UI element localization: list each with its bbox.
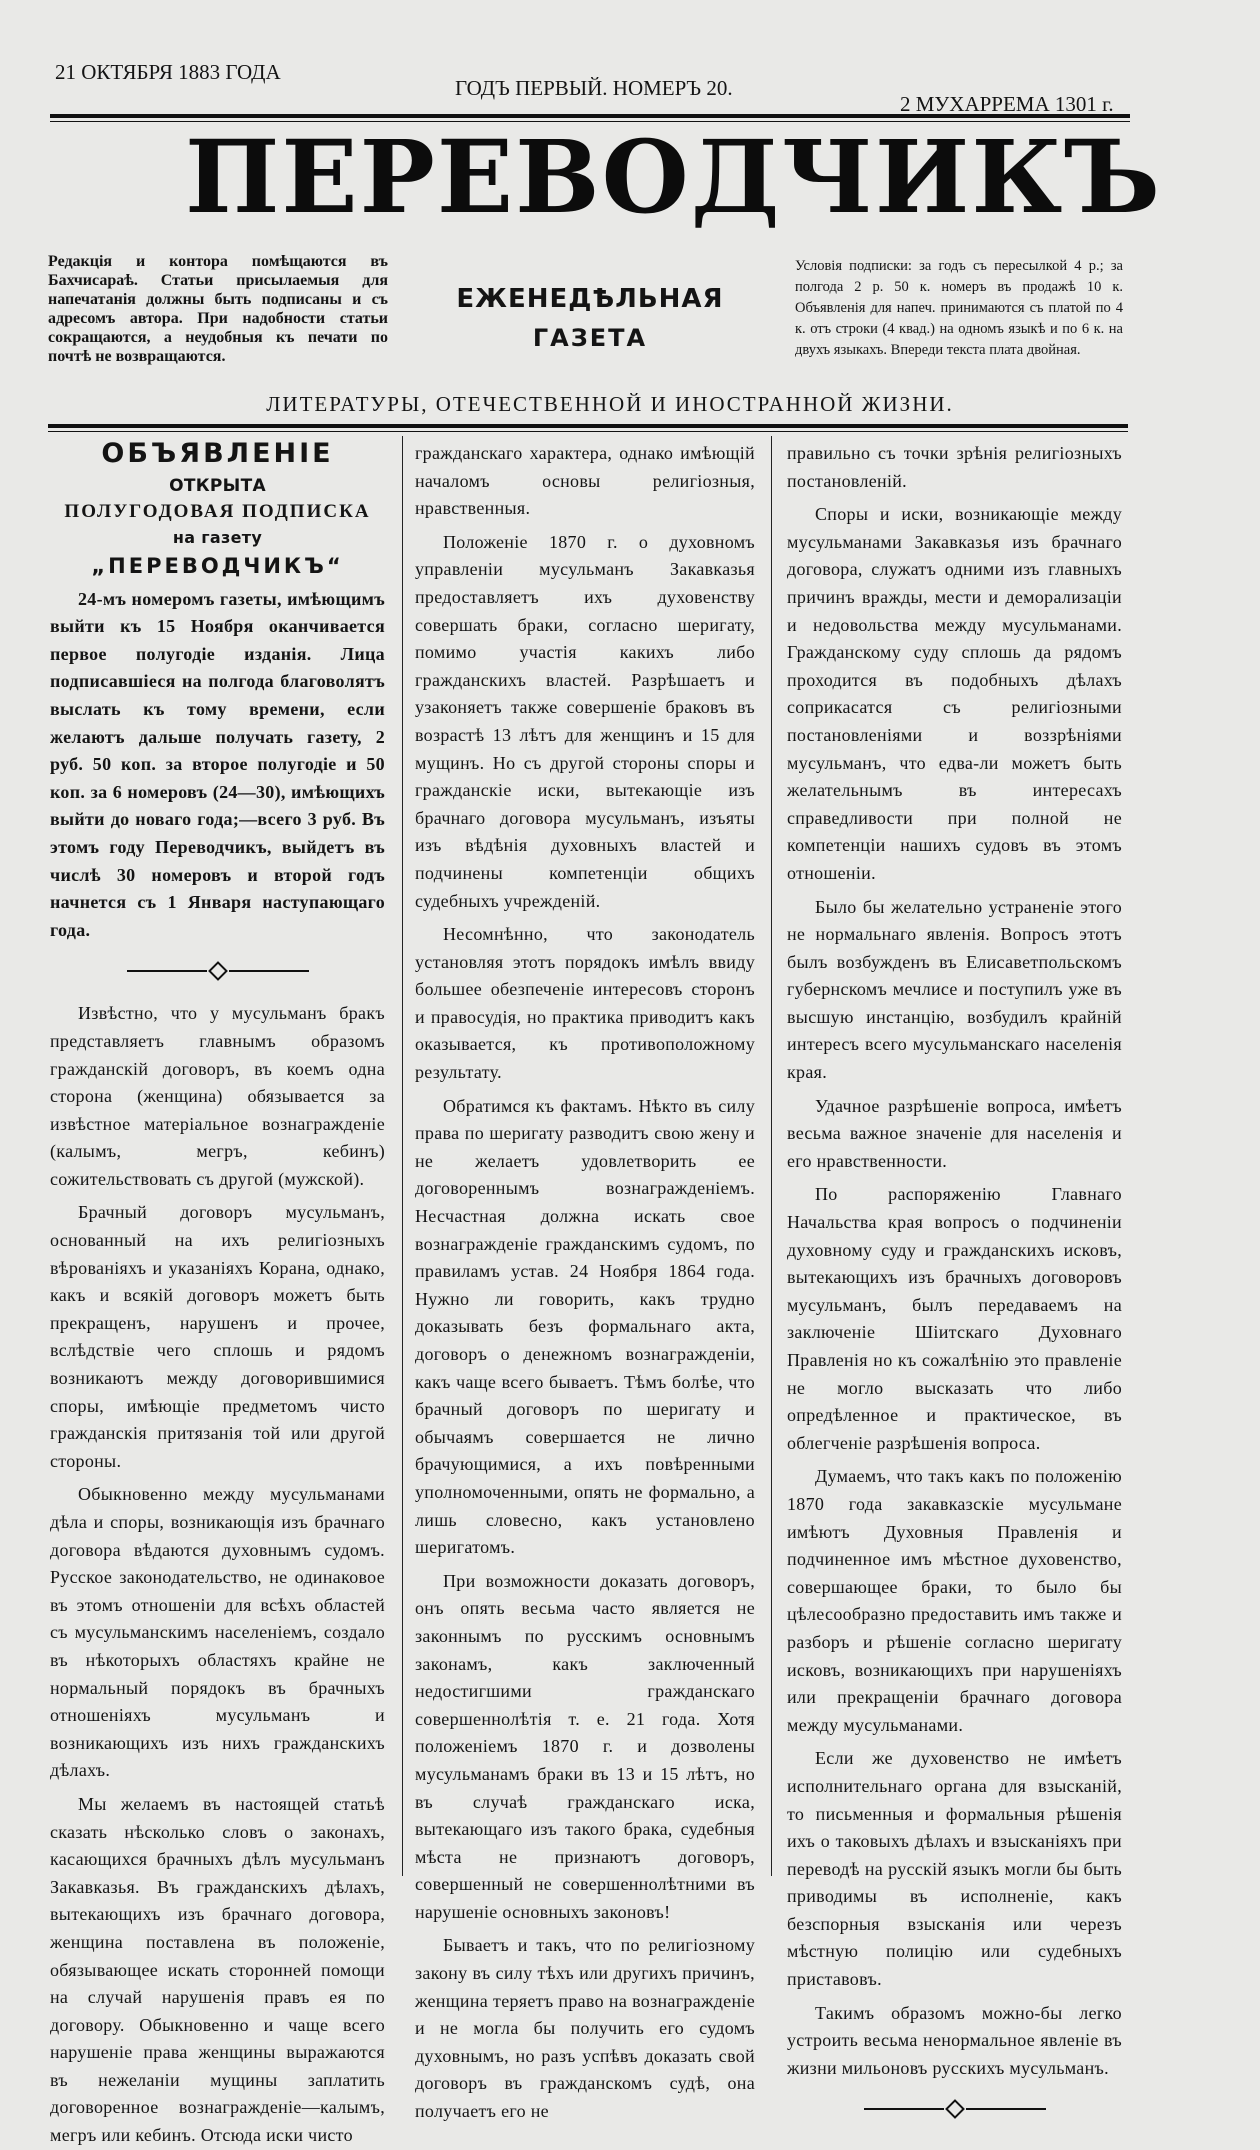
article-paragraph: гражданскаго характера, однако имѣющій началомъ основы религіозныя, нравственныя. [415, 443, 755, 519]
article-paragraph: Такимъ образомъ можно-бы легко устроить весьма ненормальное явленіе въ жизни мильоновъ русскихъ мусульманъ. [787, 2002, 1122, 2078]
header-rule-bottom [48, 424, 1128, 432]
column-3 [787, 440, 1122, 2138]
hijri-date: 2 МУХАРРЕМА 1301 г. [900, 92, 1114, 116]
article-paragraph: Извѣстно, что у мусульманъ бракъ представляетъ главнымъ образомъ гражданскій договоръ, въ коемъ одна сторона (женщина) обязывается за извѣстное матеріальное вознагражденіе (калымъ, мегръ, кебинъ) сожительствовать съ другой (мужской). [50, 1003, 385, 1189]
article-paragraph: Несомнѣнно, что законодатель установляя этотъ порядокъ имѣлъ ввиду большее обезпеченіе интересовъ сторонъ и правосудія, но практика приводитъ какъ оказывается, къ противоположному результату. [415, 924, 755, 1083]
article-paragraph: При возможности доказать договоръ, онъ опять весьма часто является не законнымъ по русскимъ основнымъ законамъ, какъ заключенный недостигшими гражданскаго совершеннолѣтія т. е. 21 года. Хотя положеніемъ 1870 г. и дозволены мусульманамъ браки въ 13 и 15 лѣтъ, но въ случаѣ гражданскаго иска, вытекающаго изъ такого брака, судебныя мѣста не признаютъ договоръ, совершенный не совершеннолѣтними въ нарушеніе основныхъ законовъ! [415, 1570, 755, 1922]
column-divider [771, 436, 772, 1876]
ornament-divider [787, 2102, 1122, 2116]
announcement-line: на газету [172, 527, 263, 547]
article-paragraph: Было бы желательно устраненіе этого не нормальнаго явленія. Вопросъ этотъ былъ возбужденъ въ Елисаветпольскомъ губернскомъ мечлисе и поступилъ уже въ высшую инстанцію, возбудилъ крайній интересъ всего мусульманскаго населенія края. [787, 896, 1122, 1083]
announcement-body: 24-мъ номеромъ газеты, имѣющимъ выйти къ 15 Ноября оканчивается первое полугодіе изданія. Лица подписавшіеся на полгода благоволятъ выслать къ тому времени, если желаютъ дальше получать газету, 2 руб. 50 коп. за второе полугодіе и 50 коп. за 6 номеровъ (24—30), имѣющихъ выйти до новаго года;—всего 3 руб. Въ этомъ году Переводчикъ, выйдетъ въ числѣ 30 номеровъ и второй годъ начнется съ 1 Января наступающаго года. [50, 588, 385, 940]
column-divider [402, 436, 403, 1876]
announcement-line: „ПЕРЕВОДЧИКЪ“ [91, 553, 344, 578]
article-paragraph: Удачное разрѣшеніе вопроса, имѣетъ весьма важное значеніе для населенія и его нравственности. [787, 1095, 1122, 1171]
article-paragraph: Если же духовенство не имѣетъ исполнительнаго органа для взысканій, то письменныя и формальныя рѣшенія ихъ о таковыхъ дѣлахъ и взысканіяхъ при переводѣ на русскій языкъ могли бы быть приводимы въ исполненіе, какъ безспорныя взысканія или черезъ мѣстную полицію или судебныхъ приставовъ. [787, 1748, 1122, 1990]
article-paragraph: По распоряженію Главнаго Начальства края вопросъ о подчиненіи духовному суду и гражданскихъ исковъ, вытекающихъ изъ брачныхъ договоровъ мусульманъ, былъ передаваемъ на заключеніе Шіитскаго Духовнаго Правленія но къ сожалѣнію это правленіе не могло высказать что либо опредѣленное и практическое, въ облегченіе разрѣшенія вопроса. [787, 1184, 1122, 1453]
article-paragraph: Положеніе 1870 г. о духовномъ управленіи мусульманъ Закавказья предоставляетъ ихъ духовенству совершать браки, согласно шеригату, помимо участія какихъ либо гражданскихъ властей. Разрѣшаетъ и узаконяетъ также совершеніе браковъ въ возрастѣ 13 лѣтъ для женщинъ и 15 для мущинъ. Но съ другой стороны споры и гражданскіе иски, вытекающіе изъ брачнаго договора мусульманъ, изъяты изъ вѣдѣнія духовныхъ властей и подчинены компетенціи общихъ судебныхъ учрежденій. [415, 531, 755, 911]
column-1 [50, 440, 385, 2150]
article-paragraph: Споры и иски, возникающіе между мусульманами Закавказья изъ брачнаго договора, служатъ одними изъ главныхъ причинъ вражды, мести и деморализаціи и недовольства между мусульманами. Гражданскому суду сплошь да рядомъ проходится въ подобныхъ дѣлахъ соприкасатся съ религіозными постановленіями и воззрѣніями мусульманъ, что едва-ли можетъ быть желательнымъ въ интересахъ справедливости при полной не компетенціи нашихъ судовъ въ этомъ отношеніи. [787, 504, 1122, 883]
article-paragraph: Обыкновенно между мусульманами дѣла и споры, возникающія изъ брачнаго договора вѣдаются духовнымъ судомъ. Русское законодательство, не одинаковое въ этомъ отношеніи для всѣхъ областей съ мусульманскимъ населеніемъ, создало въ нѣкоторыхъ областяхъ крайне не нормальный порядокъ въ брачныхъ отношеніяхъ мусульманъ и возникающихъ изъ нихъ гражданскихъ дѣлахъ. [50, 1484, 385, 1781]
article-paragraph: Бываетъ и такъ, что по религіозному закону въ силу тѣхъ или другихъ причинъ, женщина теряетъ право на вознагражденіе и не могла бы получить его судомъ духовнымъ, но разъ успѣвъ доказать свой договоръ въ гражданскомъ судѣ, она получаетъ его не [415, 1935, 755, 2122]
article-paragraph: Обратимся къ фактамъ. Нѣкто въ силу права по шеригату разводитъ свою жену и не желаетъ удовлетворить ее договореннымъ вознагражденіемъ. Несчастная должна искать свое вознагражденіе гражданскимъ судомъ, по правиламъ устав. 24 Ноября 1864 года. Нужно ли говорить, какъ трудно доказывать безъ формальнаго акта, договоръ о денежномъ вознагражденіи, какъ чаще всего бываетъ. Тѣмъ болѣе, что брачный договоръ по шеригату и обычаямъ совершается не лично брачующимися, а ихъ повѣренными уполномоченными, опять не формально, а лишь словесно, какъ установлено шеригатомъ. [415, 1095, 755, 1558]
editorial-info: Редакція и контора помѣщаются въ Бахчисараѣ. Статьи присылаемыя для напечатанія должны быть подписаны и съ адресомъ автора. При надобности статьи сокращаются, а неудобныя къ печати по почтѣ не возвращаются. [48, 253, 388, 365]
newspaper-subtitle: ЛИТЕРАТУРЫ, ОТЕЧЕСТВЕННОЙ И ИНОСТРАННОЙ ЖИЗНИ. [266, 392, 954, 416]
article-paragraph: правильно съ точки зрѣнія религіозныхъ постановленій. [787, 443, 1122, 491]
announcement-heading: ОБЪЯВЛЕНІЕ [101, 438, 334, 469]
issue-number: ГОДЪ ПЕРВЫЙ. НОМЕРЪ 20. [455, 76, 733, 100]
ornament-divider [50, 964, 385, 978]
announcement-line: ОТКРЫТА [169, 475, 266, 496]
article-paragraph: Мы желаемъ въ настоящей статьѣ сказать нѣсколько словъ о законахъ, касающихся брачныхъ дѣлъ мусульманъ Закавказья. Въ гражданскихъ дѣлахъ, вытекающихъ изъ брачнаго договора, женщина поставлена въ положеніе, обязывающее искать сторонней помощи на случай нарушенія правъ ея по договору. Обыкновенно и чаще всего нарушеніе права женщины выражаются въ нежеланіи мущины заплатить договоренное вознагражденіе—калымъ, мегръ или кебинъ. Отсюда иски чисто [50, 1793, 385, 2146]
column-2 [415, 440, 755, 2126]
gazeta-label: ГАЗЕТА [532, 324, 648, 352]
newspaper-title: ПЕРЕВОДЧИКЪ [185, 118, 1163, 236]
article-paragraph: Брачный договоръ мусульманъ, основанный на ихъ религіозныхъ вѣрованіяхъ и указаніяхъ Корана, однако, какъ и всякій договоръ можетъ быть прекращенъ, нарушенъ и прочее, вслѣдствіе чего сплошь и рядомъ возникаютъ между договорившимися споры, имѣющіе предметомъ чисто гражданскія притязанія той или другой стороны. [50, 1202, 385, 1471]
announcement-line: ПОЛУГОДОВАЯ ПОДПИСКА [64, 500, 371, 522]
issue-date: 21 ОКТЯБРЯ 1883 ГОДА [55, 60, 281, 84]
subscription-info: Условія подписки: за годъ съ пересылкой 4 р.; за полгода 2 р. 50 к. номеръ въ продажѣ 10 к. Объявленія для напеч. принимаются съ платой по 4 к. отъ строки (4 квад.) на одномъ языкѣ и по 6 к. на двухъ языкахъ. Впереди текста плата двойная. [795, 258, 1123, 358]
article-paragraph: Думаемъ, что такъ какъ по положенію 1870 года закавказскіе мусульмане имѣютъ Духовныя Правленія и подчиненное имъ мѣстное духовенство, совершающее браки, то было бы цѣлесообразно предоставить имъ также и разборъ и рѣшеніе согласно шеригату исковъ, возникающихъ при нарушеніяхъ или прекращеніи брачнаго договора между мусульманами. [787, 1466, 1122, 1735]
weekly-label: ЕЖЕНЕДѢЛЬНАЯ [456, 284, 724, 314]
